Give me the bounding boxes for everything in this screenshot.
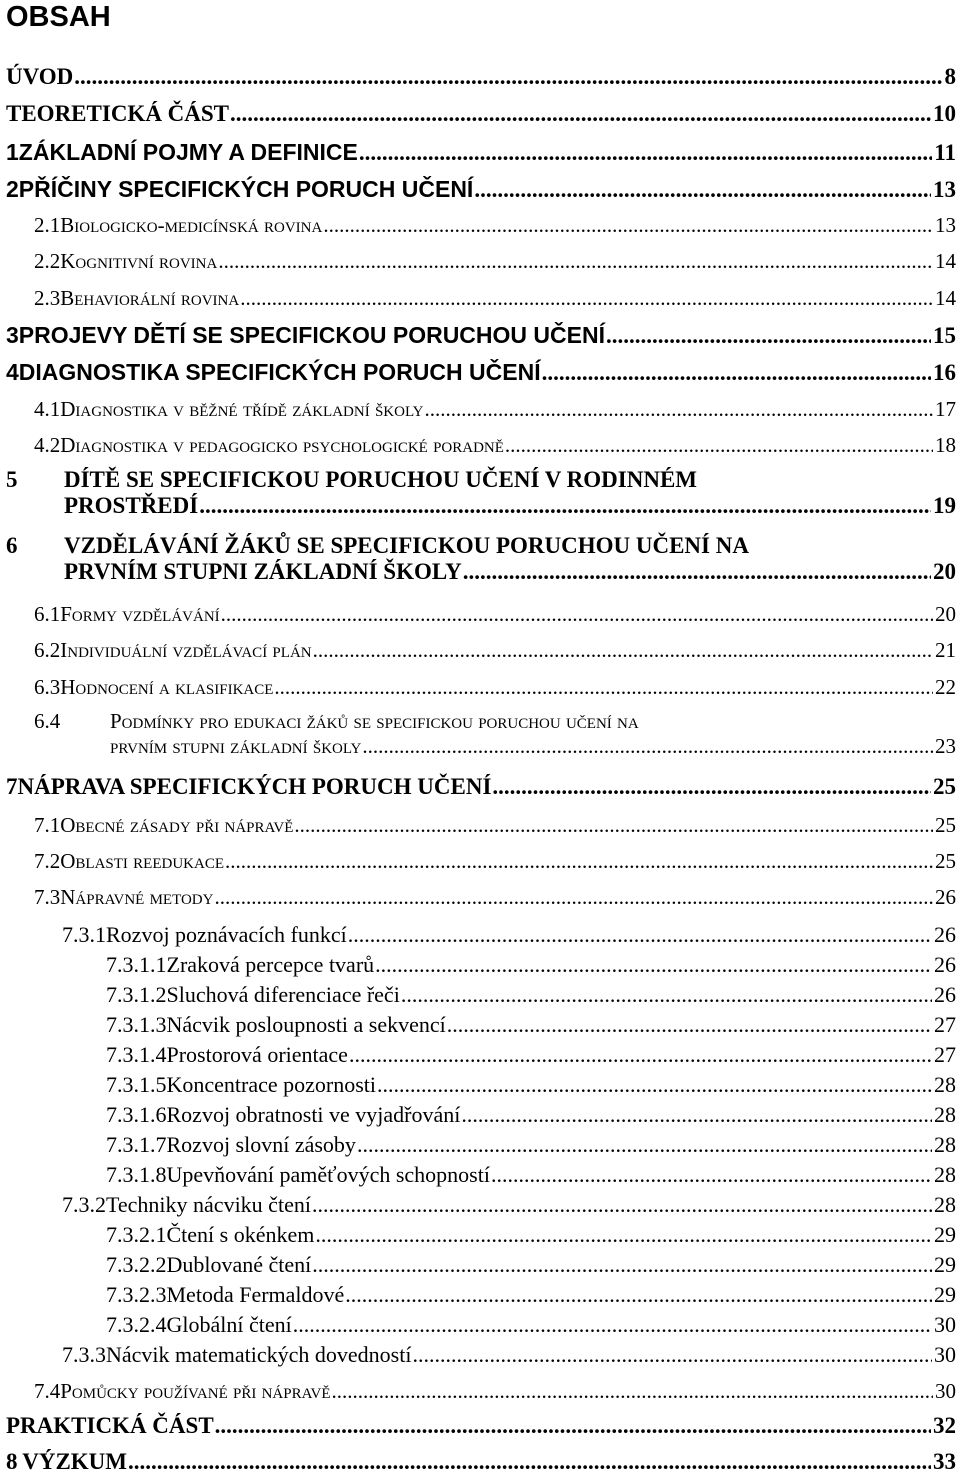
toc-entry-page: 20 — [933, 559, 956, 584]
toc-entry-number: 7.3.1.7 — [106, 1132, 167, 1157]
dot-leader — [377, 1072, 932, 1098]
toc-entry-title: Biologicko-medicínská rovina — [60, 213, 323, 237]
toc-entry-title: Nápravné metody — [60, 885, 214, 909]
toc-entry[interactable] — [6, 1132, 956, 1158]
dot-leader — [359, 140, 932, 166]
dot-leader — [348, 922, 932, 948]
toc-entry-number: 7.3.2.3 — [106, 1282, 167, 1307]
toc-entry-number: 1 — [6, 139, 19, 165]
toc-entry-first-line — [6, 533, 956, 559]
toc-entry-title: Globální čtení — [166, 1312, 292, 1337]
toc-entry-page: 14 — [935, 249, 956, 273]
dot-leader — [461, 1102, 932, 1128]
toc-entry-page: 18 — [935, 433, 956, 457]
toc-entry-page: 26 — [934, 952, 956, 977]
toc-entry-number: 6.3 — [34, 675, 61, 699]
toc-entry-number: 7.3.1.1 — [106, 952, 167, 977]
toc-entry[interactable] — [6, 1102, 956, 1128]
toc-entry-title: Rozvoj obratnosti ve vyjadřování — [166, 1102, 461, 1127]
toc-entry[interactable] — [6, 952, 956, 978]
toc-entry-number: 6 — [6, 533, 18, 558]
toc-entry-number: 7.3.2.1 — [106, 1222, 167, 1247]
toc-entry-title: DIAGNOSTIKA SPECIFICKÝCH PORUCH UČENÍ — [18, 359, 541, 385]
toc-entry[interactable] — [6, 922, 956, 948]
toc-entry-number: 2.2 — [34, 249, 61, 273]
dot-leader — [349, 1042, 932, 1068]
toc-entry-page: 33 — [933, 1449, 956, 1474]
toc-entry-title: PRAKTICKÁ ČÁST — [6, 1413, 214, 1438]
toc-entry-number: 7.3.3 — [62, 1342, 106, 1367]
toc-entry-number: 4.2 — [34, 433, 61, 457]
toc-entry-page: 11 — [934, 140, 956, 165]
toc-entry-page: 29 — [934, 1222, 956, 1247]
toc-entry-row — [6, 397, 956, 422]
toc-entry-number: 7.3.1.5 — [106, 1072, 167, 1097]
toc-entry-title: Nácvik matematických dovedností — [106, 1342, 412, 1367]
toc-entry[interactable] — [6, 638, 956, 663]
dot-leader — [128, 1449, 931, 1475]
toc-entry[interactable] — [6, 1222, 956, 1248]
toc-entry-number: 2 — [6, 176, 19, 202]
toc-entry-page: 21 — [935, 638, 956, 662]
toc-entry-row — [6, 176, 956, 203]
toc-entry[interactable] — [6, 774, 956, 800]
toc-entry-page: 25 — [935, 849, 956, 873]
toc-entry[interactable] — [6, 397, 956, 422]
toc-entry[interactable] — [6, 467, 956, 519]
toc-entry-row — [6, 1379, 956, 1404]
toc-entry-title: Diagnostika v běžné třídě základní školy — [60, 397, 424, 421]
dot-leader — [294, 813, 933, 838]
toc-entry-row — [6, 1162, 956, 1188]
toc-entry-continuation — [6, 734, 956, 759]
toc-entry-row — [6, 433, 956, 458]
toc-entry-page: 28 — [934, 1132, 956, 1157]
toc-entry[interactable] — [6, 1379, 956, 1404]
dot-leader — [313, 638, 933, 663]
toc-entry-title: Formy vzdělávání — [60, 602, 220, 626]
toc-entry[interactable] — [6, 982, 956, 1008]
toc-entry-row — [6, 1222, 956, 1248]
toc-entry-number: 7.3.2.2 — [106, 1252, 167, 1277]
toc-entry-row — [6, 1012, 956, 1038]
page-title: OBSAH — [6, 1, 111, 33]
toc-entry-page: 32 — [933, 1413, 956, 1438]
toc-entry[interactable] — [6, 249, 956, 274]
toc-entry-number: 8 — [6, 1449, 18, 1474]
toc-entry-row — [6, 1132, 956, 1158]
toc-entry[interactable] — [6, 602, 956, 627]
toc-entry-page: 14 — [935, 286, 956, 310]
toc-entry-row — [6, 982, 956, 1008]
toc-entry-title: ÚVOD — [6, 64, 74, 89]
toc-entry[interactable] — [6, 433, 956, 458]
toc-entry-title: Kognitivní rovina — [60, 249, 218, 273]
toc-entry-title: Pomůcky používané při nápravě — [60, 1379, 331, 1403]
dot-leader — [74, 64, 942, 90]
toc-entry-number: 6.2 — [34, 638, 61, 662]
toc-entry-title: TEORETICKÁ ČÁST — [6, 101, 230, 126]
toc-entry-continuation — [6, 493, 956, 519]
toc-entry-page: 25 — [933, 774, 956, 799]
toc-entry-row — [6, 1312, 956, 1338]
toc-entry-number: 7.3.2.4 — [106, 1312, 167, 1337]
toc-entry-row — [6, 885, 956, 910]
toc-entry-row — [6, 1342, 956, 1368]
toc-entry-page: 23 — [935, 734, 956, 758]
toc-entry-row — [6, 675, 956, 700]
toc-entry-page: 22 — [935, 675, 956, 699]
toc-entry-page: 26 — [935, 885, 956, 909]
toc-entry[interactable] — [6, 359, 956, 386]
toc-entry-number: 7 — [6, 774, 18, 799]
toc-entry[interactable] — [6, 885, 956, 910]
toc-entry-row — [6, 1449, 956, 1475]
dot-leader — [230, 101, 931, 127]
toc-entry[interactable] — [6, 322, 956, 349]
toc-entry-title-continued: PROSTŘEDÍ — [64, 493, 199, 518]
dot-leader — [221, 602, 933, 627]
toc-entry[interactable] — [6, 64, 956, 90]
toc-entry-title: Rozvoj slovní zásoby — [166, 1132, 356, 1157]
toc-entry-row — [6, 1282, 956, 1308]
toc-entry-page: 20 — [935, 602, 956, 626]
toc-entry-row — [6, 286, 956, 311]
dot-leader — [240, 286, 933, 311]
toc-entry-page: 27 — [934, 1012, 956, 1037]
toc-entry-number: 5 — [6, 467, 18, 492]
dot-leader — [323, 213, 933, 238]
toc-entry-row — [6, 1072, 956, 1098]
toc-entry-title: Behaviorální rovina — [60, 286, 240, 310]
toc-entry-title: VÝZKUM — [22, 1449, 128, 1474]
toc-entry-title: Prostorová orientace — [166, 1042, 348, 1067]
dot-leader — [345, 1282, 932, 1308]
toc-entry-page: 26 — [934, 982, 956, 1007]
toc-entry-title-continued: PRVNÍM STUPNI ZÁKLADNÍ ŠKOLY — [64, 559, 462, 584]
toc-entry[interactable] — [6, 139, 956, 166]
dot-leader — [332, 1379, 934, 1404]
toc-entry-row — [6, 638, 956, 663]
toc-entry[interactable] — [6, 849, 956, 874]
toc-entry-number: 4 — [6, 359, 19, 385]
dot-leader — [218, 249, 933, 274]
toc-entry-number: 2.1 — [34, 213, 61, 237]
toc-entry-page: 28 — [934, 1072, 956, 1097]
toc-entry-page: 25 — [935, 813, 956, 837]
toc-entry-row — [6, 64, 956, 90]
toc-entry-title: Diagnostika v pedagogicko psychologické poradně — [60, 433, 504, 457]
toc-entry-title: Metoda Fermaldové — [166, 1282, 345, 1307]
toc-entry-row — [6, 1192, 956, 1218]
toc-entry-number: 3 — [6, 322, 19, 348]
toc-entry-number: 7.3.1.6 — [106, 1102, 167, 1127]
toc-entry-row — [6, 952, 956, 978]
dot-leader — [199, 493, 931, 519]
toc-entry-page: 17 — [935, 397, 956, 421]
dot-leader — [225, 849, 933, 874]
toc-entry-row — [6, 249, 956, 274]
toc-entry-page: 30 — [934, 1342, 956, 1367]
toc-entry-number: 7.3.1 — [62, 922, 106, 947]
toc-entry-row — [6, 1252, 956, 1278]
dot-leader — [463, 559, 931, 585]
toc-entry-page: 30 — [934, 1312, 956, 1337]
toc-entry[interactable] — [6, 813, 956, 838]
toc-entry-title: Techniky nácviku čtení — [106, 1192, 311, 1217]
toc-entry-title: ZÁKLADNÍ POJMY A DEFINICE — [18, 139, 358, 165]
toc-entry-title: Dublované čtení — [166, 1252, 312, 1277]
toc-entry[interactable] — [6, 1312, 956, 1338]
toc-entry[interactable] — [6, 709, 956, 759]
toc-entry-page: 15 — [933, 323, 956, 348]
toc-entry[interactable] — [6, 101, 956, 127]
dot-leader — [293, 1312, 932, 1338]
toc-entry[interactable] — [6, 1042, 956, 1068]
toc-entry-continuation — [6, 559, 956, 585]
toc-entry-row — [6, 1102, 956, 1128]
toc-entry-row — [6, 359, 956, 386]
toc-entry[interactable] — [6, 1282, 956, 1308]
dot-leader — [505, 433, 933, 458]
toc-entry-title: PŘÍČINY SPECIFICKÝCH PORUCH UČENÍ — [18, 176, 474, 202]
toc-entry-number: 6.1 — [34, 602, 61, 626]
toc-entry-page: 13 — [935, 213, 956, 237]
toc-entry-page: 28 — [934, 1102, 956, 1127]
toc-entry-number: 7.2 — [34, 849, 61, 873]
toc-entry-title: Čtení s okénkem — [166, 1222, 315, 1247]
dot-leader — [214, 885, 933, 910]
dot-leader — [474, 177, 931, 203]
toc-entry[interactable] — [6, 1342, 956, 1368]
dot-leader — [606, 323, 931, 349]
dot-leader — [215, 1413, 931, 1439]
toc-entry-page: 30 — [935, 1379, 956, 1403]
toc-entry[interactable] — [6, 533, 956, 585]
dot-leader — [312, 1192, 932, 1218]
toc-entry-title: Oblasti reedukace — [60, 849, 224, 873]
toc-entry-number: 6.4 — [34, 709, 61, 733]
toc-entry-page: 19 — [933, 493, 956, 518]
dot-leader — [447, 1012, 932, 1038]
dot-leader — [357, 1132, 932, 1158]
toc-entry-row — [6, 922, 956, 948]
toc-entry-title: NÁPRAVA SPECIFICKÝCH PORUCH UČENÍ — [17, 774, 492, 799]
toc-entry[interactable] — [6, 1072, 956, 1098]
toc-entry-number: 7.1 — [34, 813, 61, 837]
dot-leader — [375, 952, 932, 978]
toc-entry-row — [6, 774, 956, 800]
toc-entry-page: 16 — [933, 360, 956, 385]
toc-entry-number: 7.3.2 — [62, 1192, 106, 1217]
toc-entry-row — [6, 322, 956, 349]
dot-leader — [424, 397, 933, 422]
toc-entry[interactable] — [6, 675, 956, 700]
toc-entry-row — [6, 849, 956, 874]
toc-entry-row — [6, 813, 956, 838]
toc-entry-number: 7.3.1.4 — [106, 1042, 167, 1067]
toc-entry-page: 29 — [934, 1252, 956, 1277]
toc-entry-number: 4.1 — [34, 397, 61, 421]
toc-entry-page: 8 — [944, 64, 956, 89]
toc-entry-row — [6, 101, 956, 127]
toc-entry-page: 13 — [933, 177, 956, 202]
toc-entry[interactable] — [6, 1449, 956, 1475]
dot-leader — [491, 1162, 932, 1188]
dot-leader — [274, 675, 933, 700]
toc-entry-title: Koncentrace pozornosti — [166, 1072, 377, 1097]
toc-entry-title: Nácvik posloupnosti a sekvencí — [166, 1012, 446, 1037]
toc-entry-row — [6, 139, 956, 166]
toc-entry-number: 7.3.1.3 — [106, 1012, 167, 1037]
toc-entry[interactable] — [6, 176, 956, 203]
toc-entry-row — [6, 1042, 956, 1068]
toc-entry-title: Podmínky pro edukaci žáků se specifickou poruchou učení na — [110, 709, 639, 733]
toc-entry-page: 28 — [934, 1162, 956, 1187]
dot-leader — [315, 1222, 932, 1248]
dot-leader — [312, 1252, 932, 1278]
toc-entry-title-continued: prvním stupni základní školy — [110, 734, 362, 758]
dot-leader — [492, 774, 931, 800]
toc-entry-row — [6, 213, 956, 238]
toc-entry-page: 29 — [934, 1282, 956, 1307]
toc-entry-title: Sluchová diferenciace řeči — [166, 982, 400, 1007]
toc-entry[interactable] — [6, 1162, 956, 1188]
dot-leader — [401, 982, 932, 1008]
toc-entry[interactable] — [6, 1192, 956, 1218]
toc-entry[interactable] — [6, 1413, 956, 1439]
toc-entry-page: 10 — [933, 101, 956, 126]
toc-entry-page: 27 — [934, 1042, 956, 1067]
toc-entry-number: 7.3 — [34, 885, 61, 909]
toc-entry[interactable] — [6, 1252, 956, 1278]
toc-entry-title: Hodnocení a klasifikace — [60, 675, 274, 699]
toc-entry-title: PROJEVY DĚTÍ SE SPECIFICKOU PORUCHOU UČENÍ — [18, 322, 605, 348]
toc-entry-title: Obecné zásady při nápravě — [60, 813, 294, 837]
toc-entry-page: 28 — [934, 1192, 956, 1217]
toc-entry-row — [6, 1413, 956, 1439]
toc-entry-number: 7.3.1.2 — [106, 982, 167, 1007]
dot-leader — [412, 1342, 932, 1368]
toc-entry-number: 7.4 — [34, 1379, 61, 1403]
toc-entry-row — [6, 602, 956, 627]
toc-entry-title: Rozvoj poznávacích funkcí — [106, 922, 347, 947]
toc-entry-first-line — [6, 709, 956, 734]
toc-entry-title: Zraková percepce tvarů — [166, 952, 375, 977]
toc-entry-title: Upevňování paměťových schopností — [166, 1162, 490, 1187]
toc-entry-first-line — [6, 467, 956, 493]
toc-entry-title: Individuální vzdělávací plán — [60, 638, 312, 662]
toc-entry-number: 7.3.1.8 — [106, 1162, 167, 1187]
toc-entry[interactable] — [6, 213, 956, 238]
toc-entry-title: DÍTĚ SE SPECIFICKOU PORUCHOU UČENÍ V RODINNÉM — [64, 467, 698, 492]
toc-entry-title: VZDĚLÁVÁNÍ ŽÁKŮ SE SPECIFICKOU PORUCHOU UČENÍ NA — [64, 533, 749, 558]
toc-entry[interactable] — [6, 1012, 956, 1038]
toc-entry-page: 26 — [934, 922, 956, 947]
dot-leader — [362, 734, 933, 759]
dot-leader — [542, 360, 931, 386]
toc-entry[interactable] — [6, 286, 956, 311]
toc-entry-number: 2.3 — [34, 286, 61, 310]
